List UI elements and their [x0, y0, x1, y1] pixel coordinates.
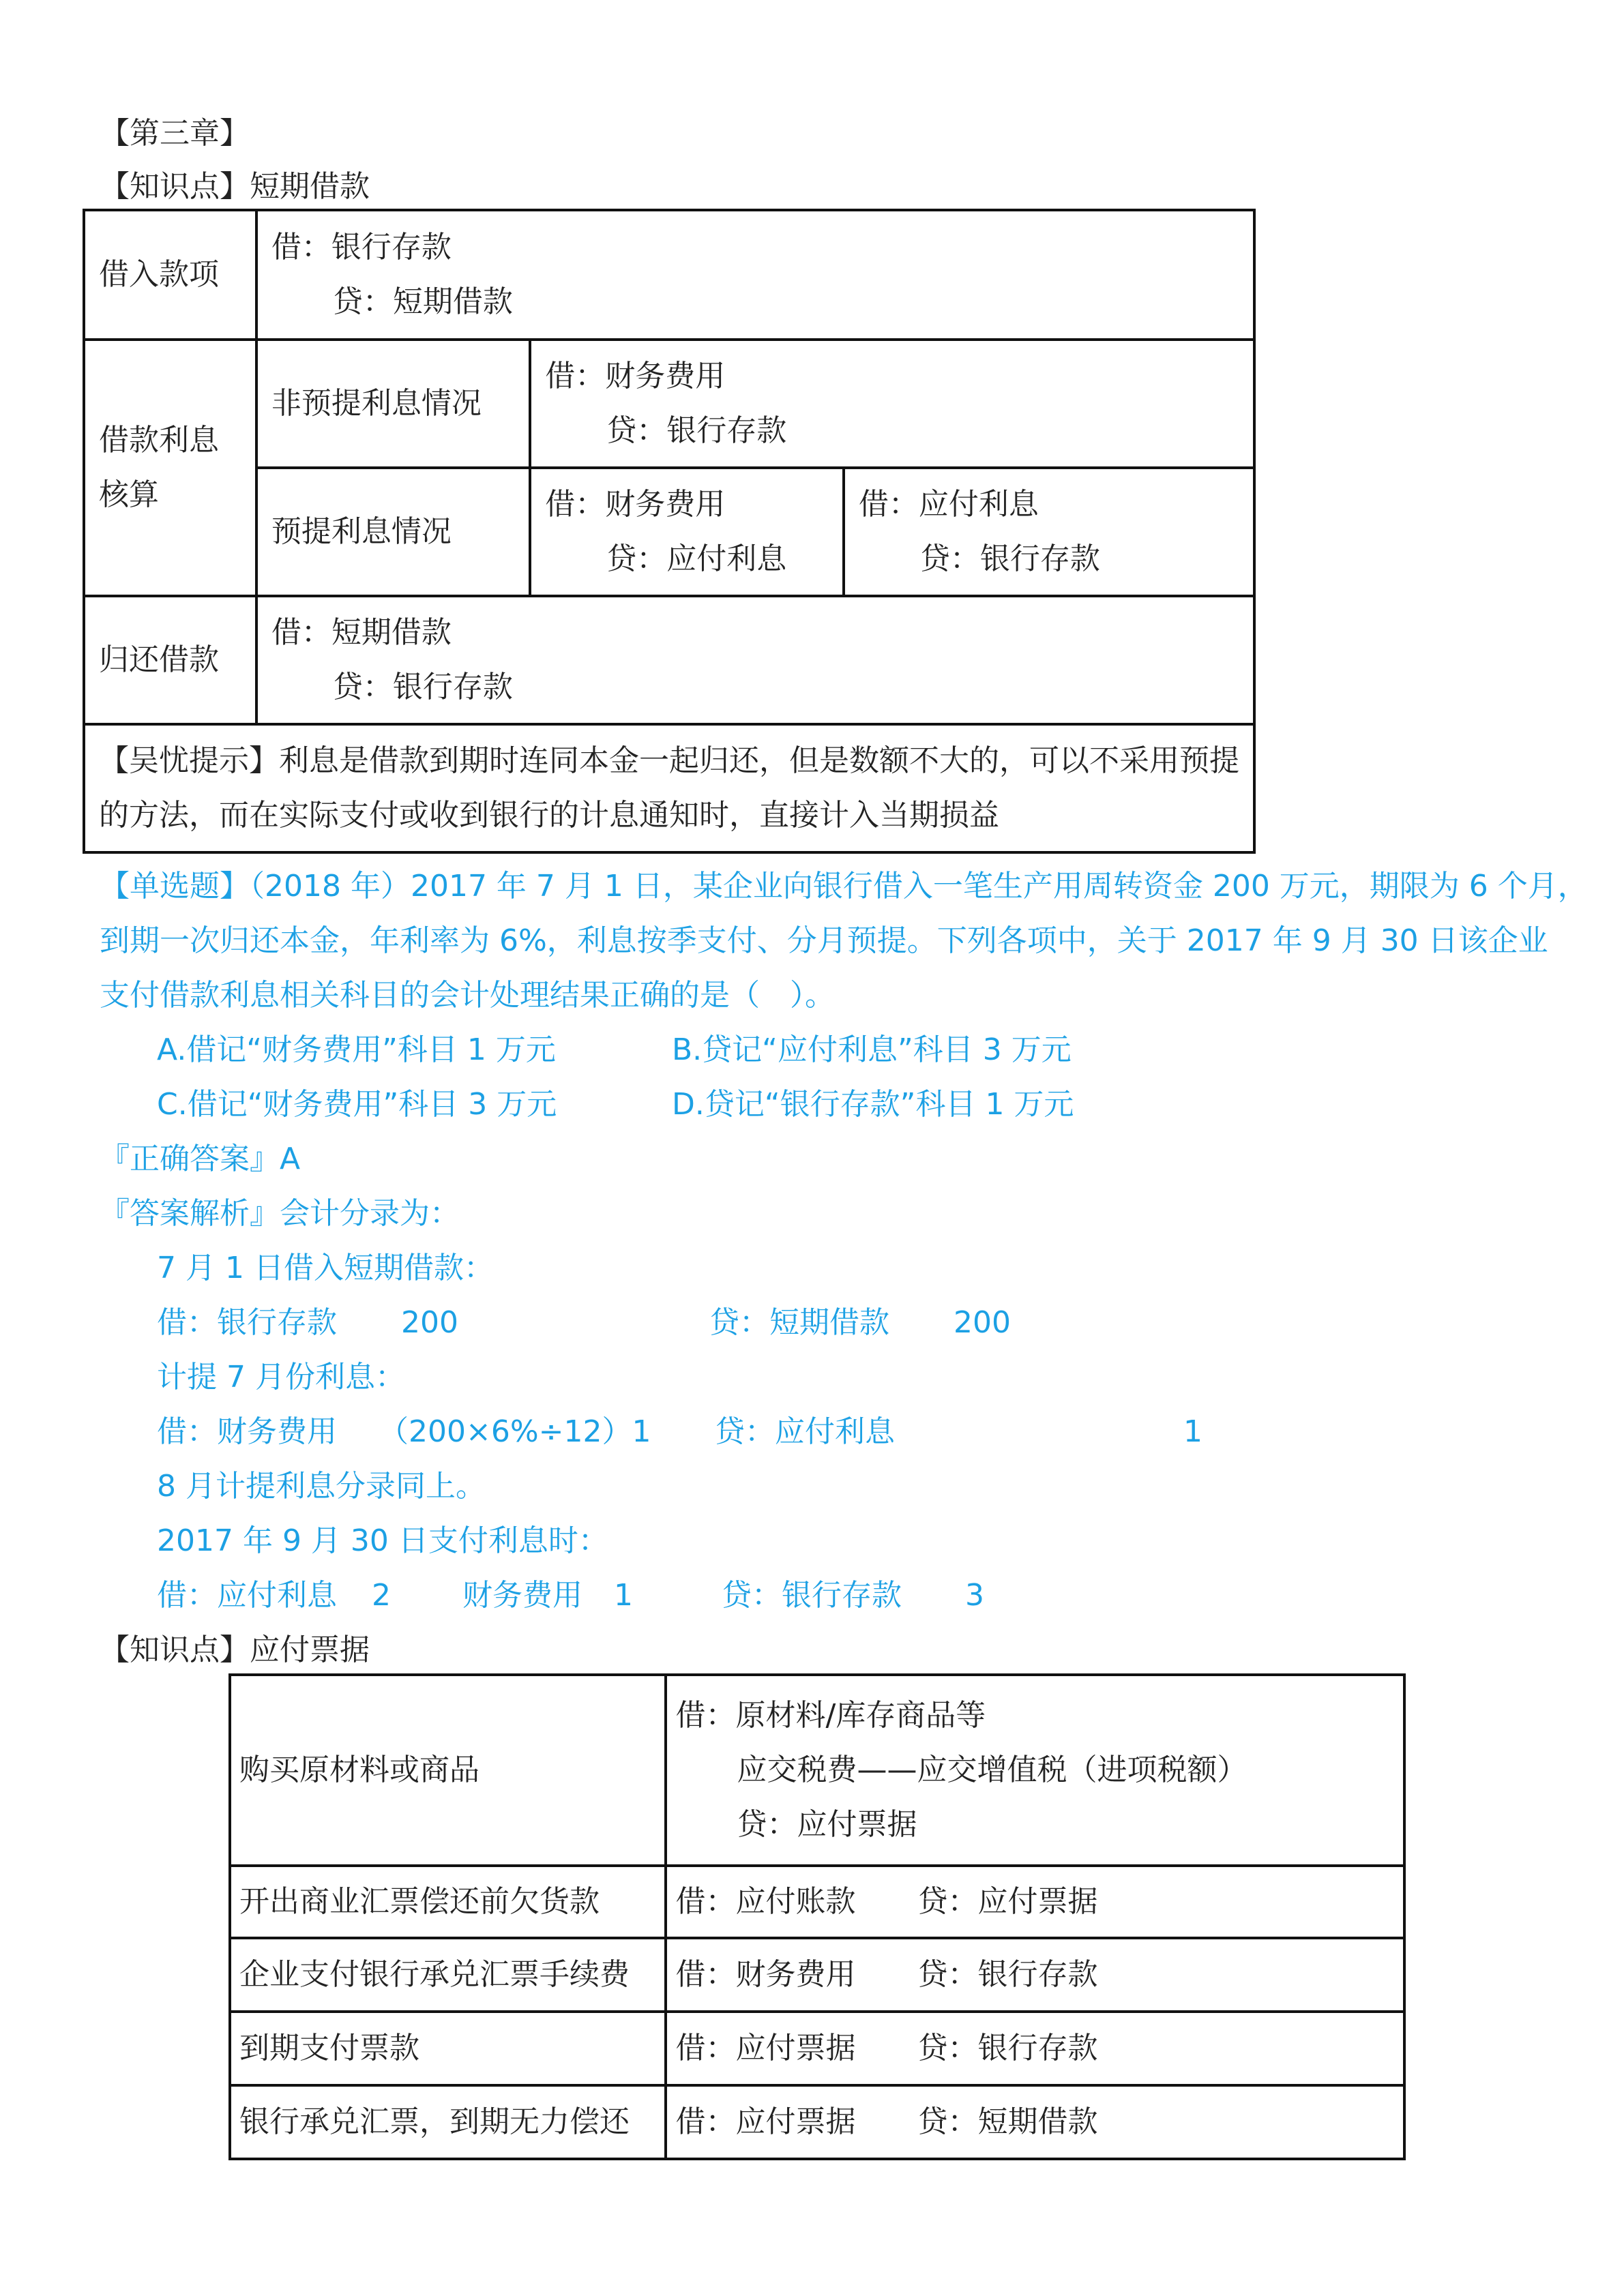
step-2-credit: 贷：应付利息	[715, 1414, 895, 1449]
step-4-credit: 贷：银行存款	[722, 1578, 902, 1613]
step-4-debit-2: 财务费用	[462, 1578, 582, 1613]
table-row	[84, 596, 1254, 724]
option-c: C.借记“财务费用”科目 3 万元	[157, 1087, 557, 1122]
step-2-debit: 借：财务费用	[157, 1414, 337, 1449]
row-label: 到期支付票款	[230, 2012, 666, 2085]
row-label: 企业支付银行承兑汇票手续费	[230, 1938, 666, 2012]
step-1-debit-amount: 200	[401, 1305, 458, 1340]
step-4: 2017 年 9 月 30 日支付利息时：	[157, 1523, 608, 1558]
sub-label: 非预提利息情况	[256, 340, 530, 468]
row-label: 购买原材料或商品	[230, 1675, 666, 1866]
entry-cell: 借：应付利息 贷：银行存款	[844, 468, 1254, 596]
entry-cell: 借：应付票据 贷：短期借款	[666, 2085, 1404, 2159]
step-2: 计提 7 月份利息：	[157, 1360, 405, 1395]
row-label: 开出商业汇票偿还前欠货款	[230, 1866, 666, 1938]
option-a: A.借记“财务费用”科目 1 万元	[157, 1032, 556, 1067]
row-label: 借款利息 核算	[84, 340, 256, 596]
entry-cell: 借：应付账款 贷：应付票据	[666, 1866, 1404, 1938]
row-label: 归还借款	[84, 596, 256, 724]
step-1: 7 月 1 日借入短期借款：	[157, 1251, 494, 1285]
step-4-debit-2-amount: 1	[614, 1578, 633, 1613]
answer-analysis: 『答案解析』会计分录为：	[100, 1196, 460, 1231]
table-row	[84, 210, 1254, 340]
option-d: D.贷记“银行存款”科目 1 万元	[672, 1087, 1074, 1122]
table-row	[84, 724, 1254, 852]
tip-cell: 【吴忧提示】利息是借款到期时连同本金一起归还，但是数额不大的，可以不采用预提 的方法，而在实际支付或收到银行的计息通知时，直接计入当期损益	[84, 724, 1254, 852]
entry-cell: 借：原材料/库存商品等 应交税费——应交增值税（进项税额） 贷：应付票据	[666, 1675, 1404, 1866]
kp2-title: 【知识点】应付票据	[100, 1632, 370, 1667]
correct-answer: 『正确答案』A	[100, 1142, 301, 1176]
table-row	[230, 2012, 1404, 2085]
table-row	[84, 468, 1254, 596]
entry-cell: 借：财务费用 贷：银行存款	[666, 1938, 1404, 2012]
table-row	[230, 1675, 1404, 1866]
kp1-title: 【知识点】短期借款	[100, 169, 370, 204]
question-line-1: 【单选题】（2018 年）2017 年 7 月 1 日，某企业向银行借入一笔生产用周转资金 200 万元，期限为 6 个月，	[100, 869, 1588, 904]
entry-cell: 借：财务费用 贷：应付利息	[530, 468, 844, 596]
step-3: 8 月计提利息分录同上。	[157, 1469, 486, 1504]
chapter-heading: 【第三章】	[100, 116, 250, 151]
step-4-debit-1: 借：应付利息	[157, 1578, 337, 1613]
entry-cell: 借：短期借款 贷：银行存款	[256, 596, 1254, 724]
short-term-loan-table	[83, 209, 1256, 854]
step-4-debit-1-amount: 2	[372, 1578, 391, 1613]
notes-payable-table	[228, 1673, 1406, 2160]
table-row	[84, 340, 1254, 468]
entry-cell: 借：应付票据 贷：银行存款	[666, 2012, 1404, 2085]
row-label: 银行承兑汇票，到期无力偿还	[230, 2085, 666, 2159]
step-1-debit: 借：银行存款	[157, 1305, 337, 1340]
table-row	[230, 1938, 1404, 2012]
entry-cell: 借：银行存款 贷：短期借款	[256, 210, 1254, 340]
option-b: B.贷记“应付利息”科目 3 万元	[672, 1032, 1072, 1067]
question-line-3: 支付借款利息相关科目的会计处理结果正确的是（ ）。	[100, 978, 835, 1013]
table-row	[230, 2085, 1404, 2159]
step-4-credit-amount: 3	[965, 1578, 984, 1613]
sub-label: 预提利息情况	[256, 468, 530, 596]
table-row	[230, 1866, 1404, 1938]
step-2-debit-amount: （200×6%÷12）1	[379, 1414, 651, 1449]
step-1-credit: 贷：短期借款	[709, 1305, 889, 1340]
step-2-credit-amount: 1	[1183, 1414, 1202, 1449]
row-label: 借入款项	[84, 210, 256, 340]
question-line-2: 到期一次归还本金，年利率为 6%，利息按季支付、分月预提。下列各项中，关于 2017 年 9 月 30 日该企业	[100, 923, 1548, 958]
step-1-credit-amount: 200	[954, 1305, 1011, 1340]
entry-cell: 借：财务费用 贷：银行存款	[530, 340, 1254, 468]
